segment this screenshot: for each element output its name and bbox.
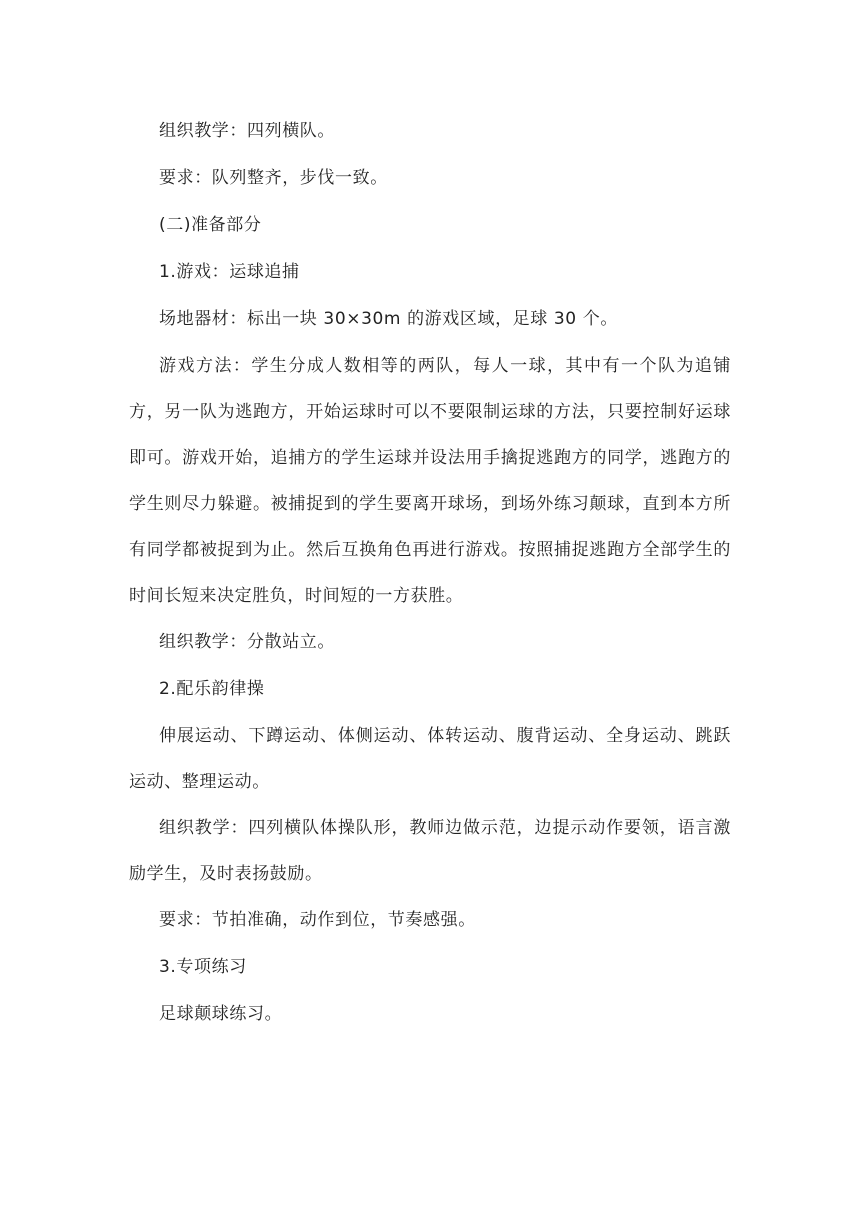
document-body — [129, 108, 731, 1038]
paragraph-requirement: 要求：队列整齐，步伐一致。 — [159, 168, 388, 188]
paragraph-organization-3: 组织教学：四列横队体操队形，教师边做示范，边提示动作要领，语言激励学生，及时表扬鼓励。 — [129, 818, 731, 884]
paragraph-exercise-list: 伸展运动、下蹲运动、体侧运动、体转运动、腹背运动、全身运动、跳跃运动、整理运动。 — [129, 726, 731, 792]
paragraph-organization-2: 组织教学：分散站立。 — [159, 632, 335, 652]
section-heading-preparation: (二)准备部分 — [159, 215, 262, 235]
subheading-special-practice: 3.专项练习 — [159, 957, 247, 977]
paragraph-game-method: 游戏方法：学生分成人数相等的两队，每人一球，其中有一个队为追铺方，另一队为逃跑方，开始运球时可以不要限制运球的方法，只要控制好运球即可。游戏开始，追捕方的学生运球并设法用手擒捉逃跑方的同学，逃跑方的学生则尽力躲避。被捕捉到的学生要离开球场，到场外练习颠球，直到本方所有同学都被捉到为止。然后互换角色再进行游戏。按照捕捉逃跑方全部学生的时间长短来决定胜负，时间短的一方获胜。 — [129, 356, 731, 606]
paragraph-organization: 组织教学：四列横队。 — [159, 121, 335, 141]
paragraph-requirement-2: 要求：节拍准确，动作到位，节奏感强。 — [159, 910, 476, 930]
subheading-rhythmic-exercise: 2.配乐韵律操 — [159, 679, 265, 699]
subheading-game: 1.游戏：运球追捕 — [159, 262, 300, 282]
paragraph-juggling-practice: 足球颠球练习。 — [159, 1004, 283, 1024]
paragraph-equipment: 场地器材：标出一块 30×30m 的游戏区域，足球 30 个。 — [159, 309, 618, 329]
